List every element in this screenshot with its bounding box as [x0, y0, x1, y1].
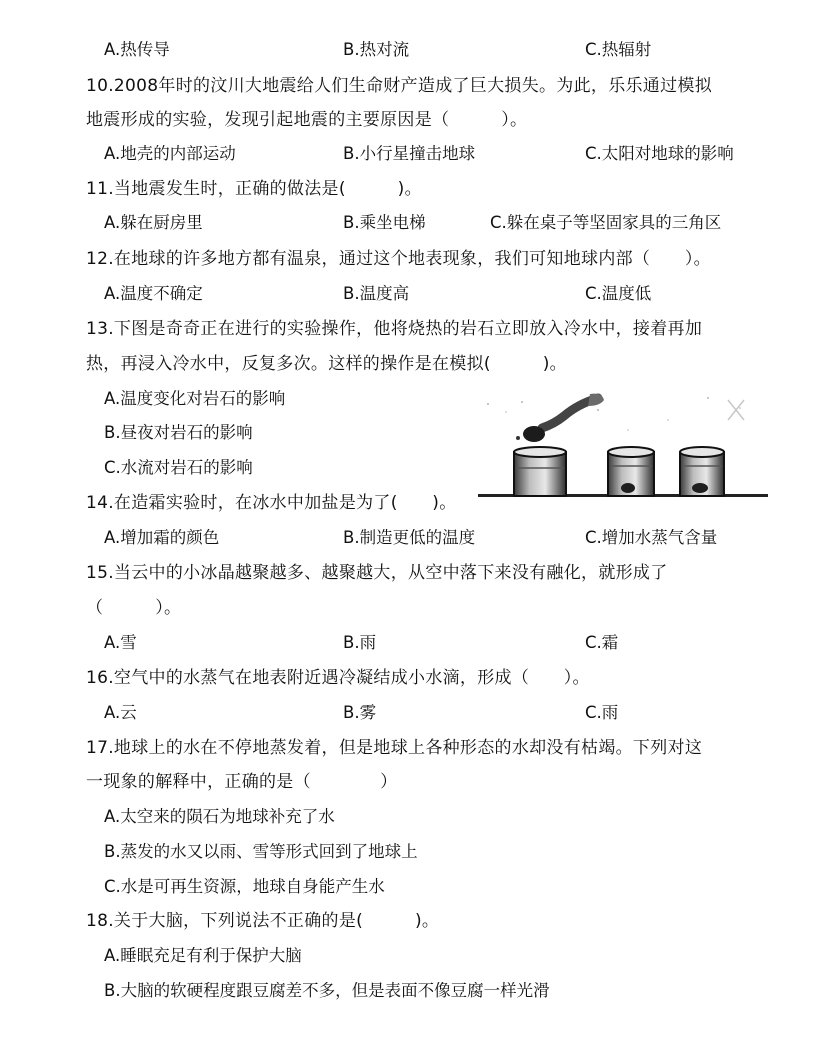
- q10-option-a: A.地壳的内部运动: [104, 144, 236, 163]
- q18-option-a: A.睡眠充足有利于保护大脑: [104, 946, 302, 965]
- q15-stem-line1: 15.当云中的小冰晶越聚越多、越聚越大，从空中落下来没有融化，就形成了: [86, 563, 668, 583]
- background-specks: [487, 397, 741, 431]
- q13-stem-line1: 13.下图是奇奇正在进行的实验操作，他将烧热的岩石立即放入冷水中，接着再加: [86, 319, 703, 339]
- q12-option-a: A.温度不确定: [104, 284, 203, 303]
- q12-stem: 12.在地球的许多地方都有温泉，通过这个地表现象，我们可知地球内部（ ）。: [86, 249, 711, 269]
- hot-rock-icon: [523, 426, 545, 442]
- q14-option-b: B.制造更低的温度: [343, 528, 476, 547]
- q17-option-c: C.水是可再生资源，地球自身能产生水: [104, 877, 385, 896]
- q14-option-c: C.增加水蒸气含量: [585, 528, 718, 547]
- q17-stem-line1: 17.地球上的水在不停地蒸发着，但是地球上各种形态的水却没有枯竭。下列对这: [86, 738, 703, 758]
- rock-in-jar-2: [621, 483, 635, 493]
- water-jar-1: [514, 447, 566, 496]
- rock-cooling-experiment-figure: [478, 390, 768, 510]
- q10-option-b: B.小行星撞击地球: [343, 144, 476, 163]
- q15-option-c: C.霜: [585, 633, 619, 652]
- q12-option-c: C.温度低: [585, 284, 652, 303]
- q13-option-a: A.温度变化对岩石的影响: [104, 389, 286, 408]
- q16-option-b: B.雾: [343, 703, 377, 722]
- faint-mark: [728, 400, 744, 420]
- q18-stem: 18.关于大脑，下列说法不正确的是( )。: [86, 911, 440, 931]
- rock-in-jar-3: [692, 483, 708, 493]
- q15-option-b: B.雨: [343, 633, 377, 652]
- q16-option-a: A.云: [104, 703, 137, 722]
- q13-option-c: C.水流对岩石的影响: [104, 458, 253, 477]
- q11-option-a: A.躲在厨房里: [104, 213, 203, 232]
- q11-stem: 11.当地震发生时，正确的做法是( )。: [86, 179, 422, 199]
- q17-option-a: A.太空来的陨石为地球补充了水: [104, 807, 335, 826]
- q15-option-a: A.雪: [104, 633, 137, 652]
- q10-stem-line1: 10.2008年时的汶川大地震给人们生命财产造成了巨大损失。为此，乐乐通过模拟: [86, 76, 712, 96]
- q11-option-c: C.躲在桌子等坚固家具的三角区: [490, 213, 722, 232]
- q10-option-c: C.太阳对地球的影响: [585, 144, 734, 163]
- water-jar-3: [680, 447, 724, 496]
- q13-stem-line2: 热，再浸入冷水中，反复多次。这样的操作是在模拟( )。: [86, 354, 567, 374]
- q10-stem-line2: 地震形成的实验，发现引起地震的主要原因是（ ）。: [86, 110, 528, 130]
- water-jar-2: [608, 447, 654, 496]
- q9-option-b: B.热对流: [343, 40, 410, 59]
- q9-option-a: A.热传导: [104, 40, 170, 59]
- q12-option-b: B.温度高: [343, 284, 410, 303]
- q17-stem-line2: 一现象的解释中，正确的是（ ）: [86, 772, 398, 792]
- q14-option-a: A.增加霜的颜色: [104, 528, 220, 547]
- q13-option-b: B.昼夜对岩石的影响: [104, 423, 253, 442]
- q11-option-b: B.乘坐电梯: [343, 213, 426, 232]
- q17-option-b: B.蒸发的水又以雨、雪等形式回到了地球上: [104, 842, 418, 861]
- q16-option-c: C.雨: [585, 703, 619, 722]
- q15-stem-line2: （ ）。: [86, 598, 182, 618]
- q14-stem: 14.在造霜实验时，在冰水中加盐是为了( )。: [86, 493, 457, 513]
- q9-option-c: C.热辐射: [585, 40, 652, 59]
- q16-stem: 16.空气中的水蒸气在地表附近遇冷凝结成小水滴，形成（ ）。: [86, 668, 590, 688]
- q18-option-b: B.大脑的软硬程度跟豆腐差不多，但是表面不像豆腐一样光滑: [104, 981, 550, 1000]
